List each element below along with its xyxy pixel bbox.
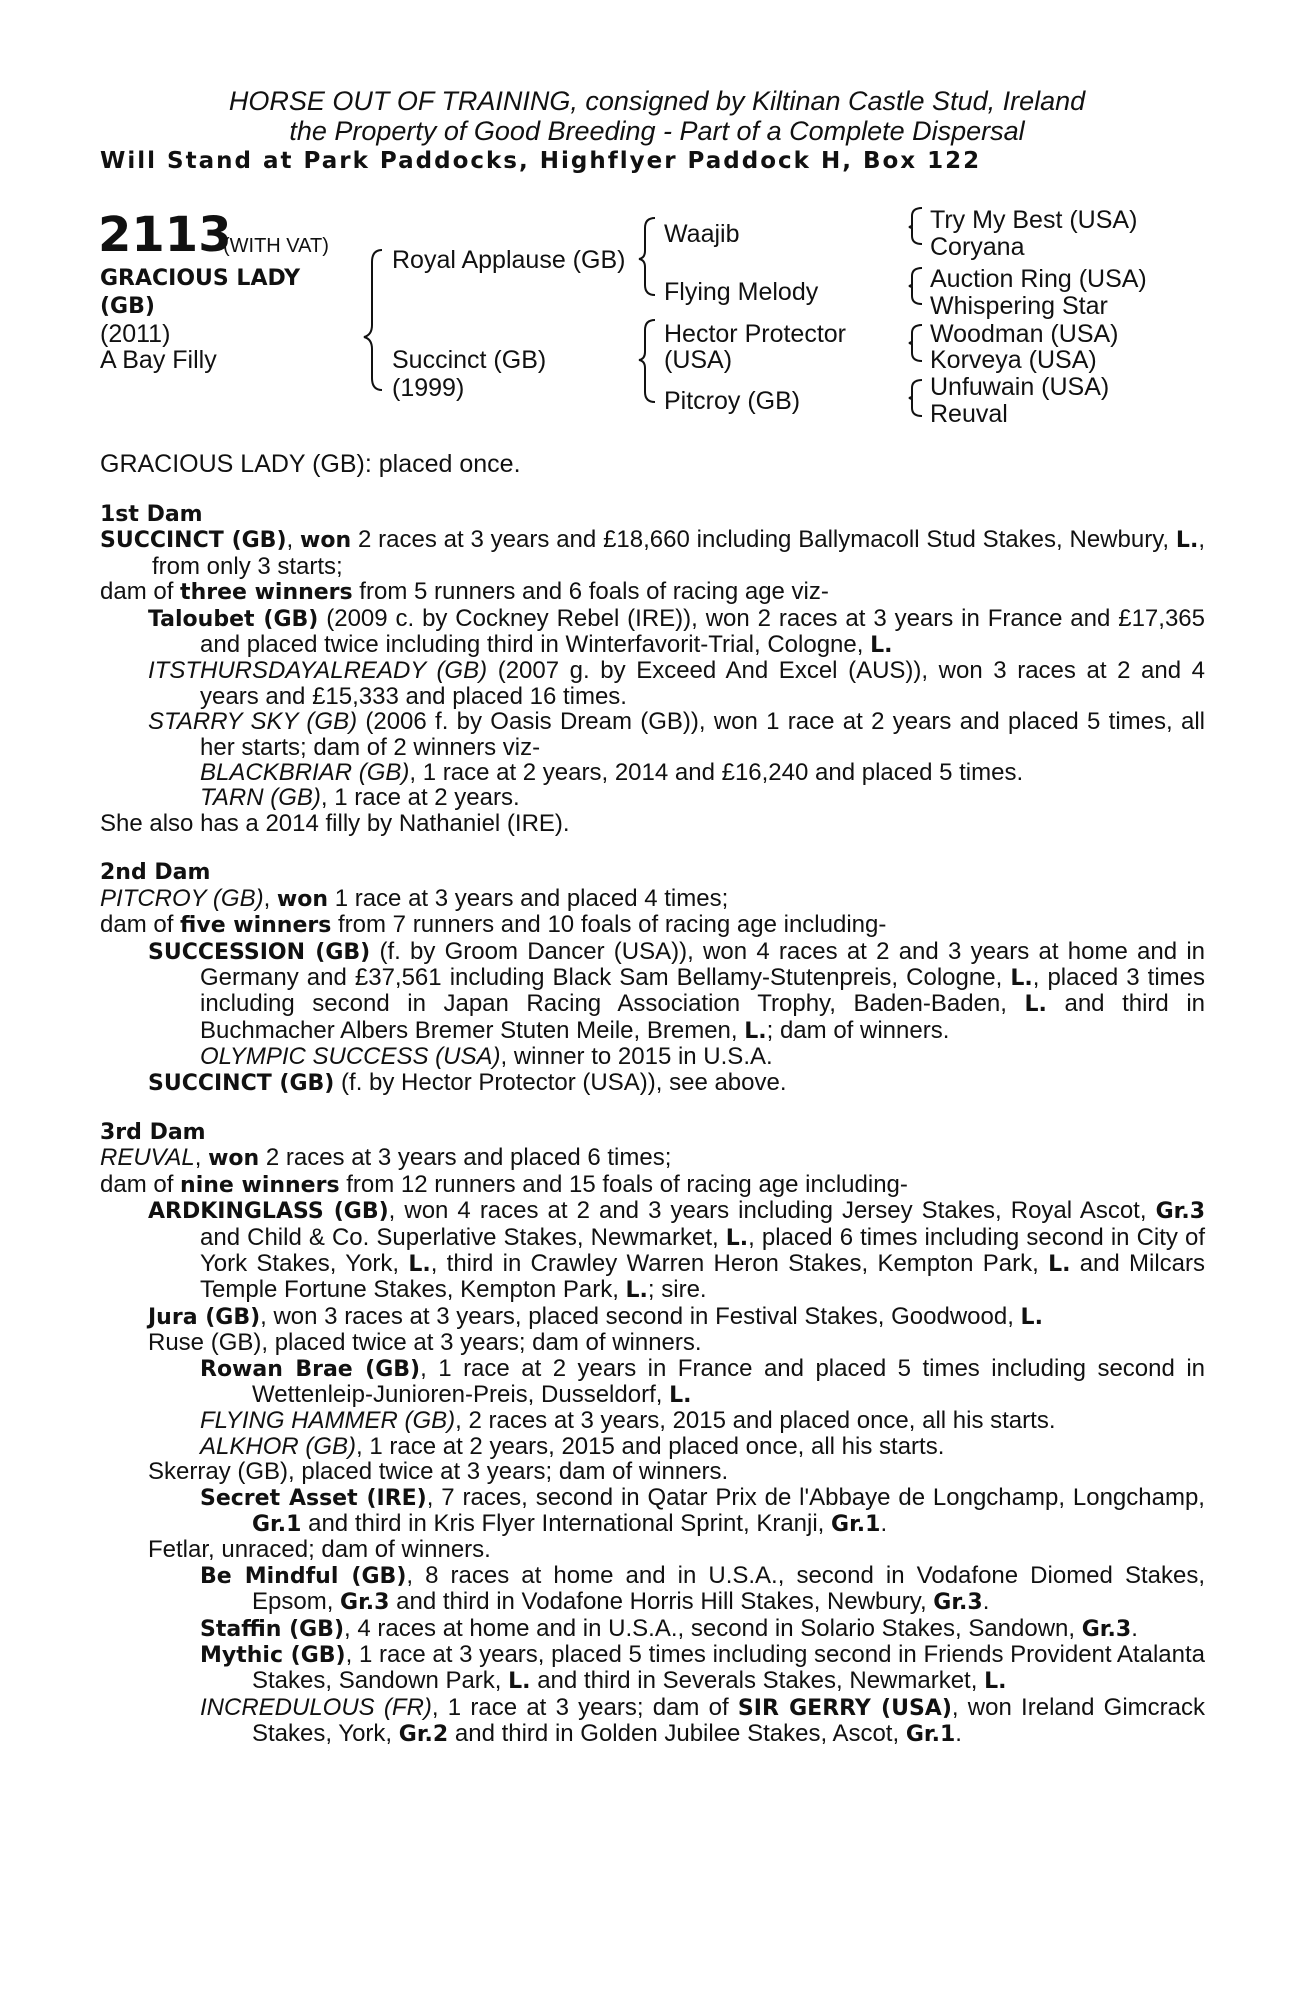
ancestor-2: Coryana <box>930 233 1025 261</box>
section-heading-3rd-dam: 3rd Dam <box>100 1119 206 1145</box>
lot-number: 2113 <box>98 207 232 263</box>
produce-entry: OLYMPIC SUCCESS (USA), winner to 2015 in U.S.A. <box>200 1043 773 1071</box>
sire-dam: Flying Melody <box>664 278 819 306</box>
produce-entry: TARN (GB), 1 race at 2 years. <box>200 784 520 812</box>
catalogue-body <box>100 502 1205 1748</box>
produce-entry: FLYING HAMMER (GB), 2 races at 3 years, 2015 and placed once, all his starts. <box>200 1407 1056 1435</box>
dam-entry: SUCCINCT (GB), won 2 races at 3 years and £18,660 including Ballymacoll Stud Stakes, Newbury, L., from only 3 starts; <box>100 526 1205 580</box>
header-line-2: the Property of Good Breeding - Part of a Complete Dispersal <box>289 116 1025 146</box>
dam-entry: REUVAL, won 2 races at 3 years and placed 6 times; <box>100 1144 672 1172</box>
produce-entry: Jura (GB), won 3 races at 3 years, placed second in Festival Stakes, Goodwood, L. <box>148 1302 1043 1330</box>
ancestor-8: Reuval <box>930 400 1008 428</box>
produce-entry: Secret Asset (IRE), 7 races, second in Qatar Prix de l'Abbaye de Longchamp, Longchamp, Gr.1 and third in Kris Flyer International Sprint, Kranji, Gr.1. <box>200 1483 1205 1538</box>
produce-entry: SUCCESSION (GB) (f. by Groom Dancer (USA)), won 4 races at 2 and 3 years at home and in Germany and £37,561 including Black Sam Bellamy-Stutenpreis, Cologne, L., placed 3 times including second in Japan Racing Association Trophy, Baden-Baden, L. and third in Buchmacher Albers Bremer Stuten Meile, Bremen, L.; dam of winners. <box>148 937 1206 1044</box>
produce-entry: INCREDULOUS (FR), 1 race at 3 years; dam of SIR GERRY (USA), won Ireland Gimcrack Stakes, York, Gr.2 and third in Golden Jubilee Stakes, Ascot, Gr.1. <box>200 1693 1206 1748</box>
sire-sire: Waajib <box>664 220 740 248</box>
produce-entry: Rowan Brae (GB), 1 race at 2 years in France and placed 5 times including second in Wettenleip-Junioren-Preis, Dusseldorf, L. <box>200 1354 1205 1408</box>
produce-entry: Mythic (GB), 1 race at 3 years, placed 5 times including second in Friends Provident Atalanta Stakes, Sandown Park, L. and third in Severals Stakes, Newmarket, L. <box>200 1641 1205 1695</box>
dam-sire: Hector Protector <box>664 320 847 348</box>
ancestor-5: Woodman (USA) <box>930 320 1119 348</box>
produce-entry: STARRY SKY (GB) (2006 f. by Oasis Dream (GB)), won 1 race at 2 years and placed 5 times, all her starts; dam of 2 winners viz- <box>148 708 1205 761</box>
header-line-1: HORSE OUT OF TRAINING, consigned by Kiltinan Castle Stud, Ireland <box>228 86 1086 116</box>
produce-entry: ITSTHURSDAYALREADY (GB) (2007 g. by Exceed And Excel (AUS)), won 3 races at 2 and 4 years and £15,333 and placed 16 times. <box>148 657 1205 710</box>
produce-entry: SUCCINCT (GB) (f. by Hector Protector (USA)), see above. <box>148 1068 787 1096</box>
horse-name-country: (GB) <box>100 294 155 319</box>
dam-name: Succinct (GB) <box>392 346 547 374</box>
section-heading-1st-dam: 1st Dam <box>100 502 203 527</box>
ancestor-7: Unfuwain (USA) <box>930 373 1110 401</box>
ancestor-1: Try My Best (USA) <box>930 206 1138 234</box>
brace-g1 <box>910 208 923 244</box>
produce-note: She also has a 2014 filly by Nathaniel (IRE). <box>100 809 570 837</box>
brace-main <box>364 250 382 390</box>
produce-entry: Skerray (GB), placed twice at 3 years; dam of winners. <box>148 1458 729 1486</box>
produce-summary: dam of three winners from 5 runners and 6 foals of racing age viz- <box>100 578 829 606</box>
brace-g3 <box>910 325 923 361</box>
horse-name: GRACIOUS LADY <box>100 266 301 291</box>
ancestor-3: Auction Ring (USA) <box>930 265 1147 293</box>
horse-year: (2011) <box>100 320 171 348</box>
brace-g2 <box>910 268 923 304</box>
produce-entry: Staffin (GB), 4 races at home and in U.S.A., second in Solario Stakes, Sandown, Gr.3. <box>200 1614 1138 1642</box>
produce-entry: ARDKINGLASS (GB), won 4 races at 2 and 3 years including Jersey Stakes, Royal Ascot, Gr.3 and Child & Co. Superlative Stakes, Newmarket, L., placed 6 times including second in City of York Stakes, York, L., third in Crawley Warren Heron Stakes, Kempton Park, L. and Milcars Temple Fortune Stakes, Kempton Park, L.; sire. <box>148 1197 1206 1304</box>
produce-summary: dam of nine winners from 12 runners and 15 foals of racing age including- <box>100 1170 908 1198</box>
produce-entry: Fetlar, unraced; dam of winners. <box>148 1536 491 1564</box>
dam-entry: PITCROY (GB), won 1 race at 3 years and placed 4 times; <box>100 884 729 912</box>
ancestor-6: Korveya (USA) <box>930 346 1097 374</box>
dam-dam: Pitcroy (GB) <box>664 387 801 415</box>
ancestor-4: Whispering Star <box>930 292 1108 320</box>
brace-dam <box>639 320 655 402</box>
brace-sire <box>639 218 655 295</box>
produce-entry: BLACKBRIAR (GB), 1 race at 2 years, 2014 and £16,240 and placed 5 times. <box>200 759 1024 787</box>
sire-name: Royal Applause (GB) <box>392 246 626 274</box>
dam-sire-country: (USA) <box>664 346 733 374</box>
produce-entry: Be Mindful (GB), 8 races at home and in U.S.A., second in Vodafone Diomed Stakes, Epsom, Gr.3 and third in Vodafone Horris Hill Stakes, Newbury, Gr.3. <box>200 1561 1205 1616</box>
produce-entry: ALKHOR (GB), 1 race at 2 years, 2015 and placed once, all his starts. <box>200 1432 945 1460</box>
header-line-3: Will Stand at Park Paddocks, Highflyer Paddock H, Box 122 <box>100 148 982 174</box>
produce-entry: Ruse (GB), placed twice at 3 years; dam of winners. <box>148 1329 702 1357</box>
produce-summary: dam of five winners from 7 runners and 10 foals of racing age including- <box>100 911 887 939</box>
brace-g4 <box>910 380 923 416</box>
race-summary: GRACIOUS LADY (GB): placed once. <box>100 450 521 478</box>
vat-label: (WITH VAT) <box>223 235 329 257</box>
section-heading-2nd-dam: 2nd Dam <box>100 860 211 886</box>
horse-description: A Bay Filly <box>100 346 217 374</box>
dam-year: (1999) <box>392 374 465 402</box>
produce-entry: Taloubet (GB) (2009 c. by Cockney Rebel (IRE)), won 2 races at 3 years in France and £17,365 and placed twice including third in Winterfavorit-Trial, Cologne, L. <box>148 604 1205 659</box>
